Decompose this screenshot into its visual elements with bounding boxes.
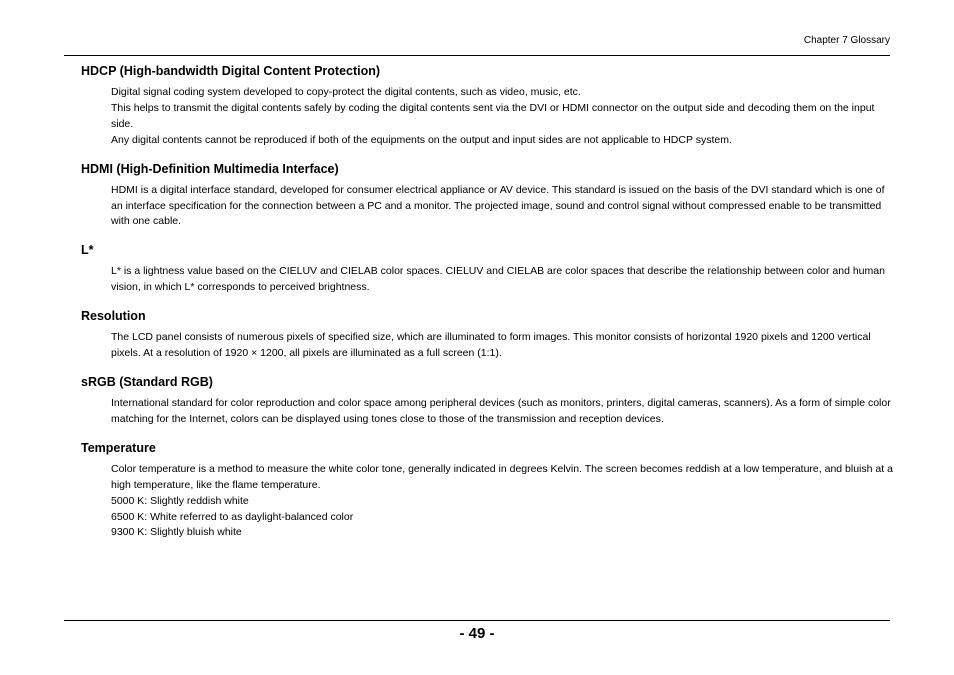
glossary-entry-srgb: [81, 372, 893, 428]
entry-title: HDCP (High-bandwidth Digital Content Protection): [81, 64, 381, 78]
entry-body: [111, 183, 893, 231]
footer-divider: [64, 620, 890, 621]
entry-body: [111, 264, 893, 296]
glossary-entry-temperature: [81, 438, 893, 542]
header-divider: [64, 55, 890, 56]
glossary-entry-hdmi: [81, 159, 893, 231]
entry-paragraph: The LCD panel consists of numerous pixels of specified size, which are illuminated to form images. This monitor consists of horizontal 1920 pixels and 1200 vertical pixels. At a resolution of 1920 × 1200, all pixels are illuminated as a full screen (1:1).: [111, 331, 871, 360]
entry-paragraph: Color temperature is a method to measure the white color tone, generally indicated in degrees Kelvin. The screen becomes reddish at a low temperature, and bluish at a high temperature, like the flame temperature.: [111, 462, 893, 491]
entry-paragraph: This helps to transmit the digital contents safely by coding the digital contents sent via the DVI or HDMI connector on the output side and decoding them on the input side.: [111, 101, 875, 130]
entry-paragraph: HDMI is a digital interface standard, developed for consumer electrical appliance or AV device. This standard is issued on the basis of the DVI standard which is one of an interface specification for the connection between a PC and a monitor. The projected image, sound and control signal without compressed enable to be transmitted with one cable.: [111, 183, 885, 228]
entry-title: sRGB (Standard RGB): [81, 374, 213, 389]
entry-body: [111, 396, 893, 428]
chapter-header: Chapter 7 Glossary: [803, 35, 890, 46]
entry-body: [111, 330, 893, 362]
entry-title: L*: [81, 243, 94, 258]
entry-title: Temperature: [81, 440, 156, 455]
entry-paragraph: Any digital contents cannot be reproduced if both of the equipments on the output and input sides are not applicable to HDCP system.: [111, 133, 732, 146]
glossary-entry-lstar: [81, 240, 893, 296]
entry-title: Resolution: [81, 309, 146, 324]
entry-body: [111, 85, 893, 149]
page-number: - 49 -: [459, 625, 495, 642]
entry-paragraph: 9300 K: Slightly bluish white: [111, 526, 242, 539]
entry-paragraph: Digital signal coding system developed to copy-protect the digital contents, such as video, music, etc.: [111, 86, 581, 98]
entry-paragraph: L* is a lightness value based on the CIELUV and CIELAB color spaces. CIELUV and CIELAB are color spaces that describe the relationship between color and human vision, in which L* corresponds to perceived brightness.: [111, 265, 885, 294]
entry-paragraph: International standard for color reproduction and color space among peripheral devices (such as monitors, printers, digital cameras, scanners). As a form of simple color matching for the Internet, colors can be displayed using tones close to those of the transmission and reception devices.: [111, 396, 891, 425]
entry-paragraph: 5000 K: Slightly reddish white: [111, 494, 249, 507]
glossary-entry-hdcp: [81, 61, 893, 149]
glossary-content: [81, 61, 893, 551]
entry-title: HDMI (High-Definition Multimedia Interface): [81, 161, 339, 176]
entry-paragraph: 6500 K: White referred to as daylight-balanced color: [111, 510, 354, 523]
glossary-entry-resolution: [81, 306, 893, 362]
entry-body: [111, 462, 893, 542]
